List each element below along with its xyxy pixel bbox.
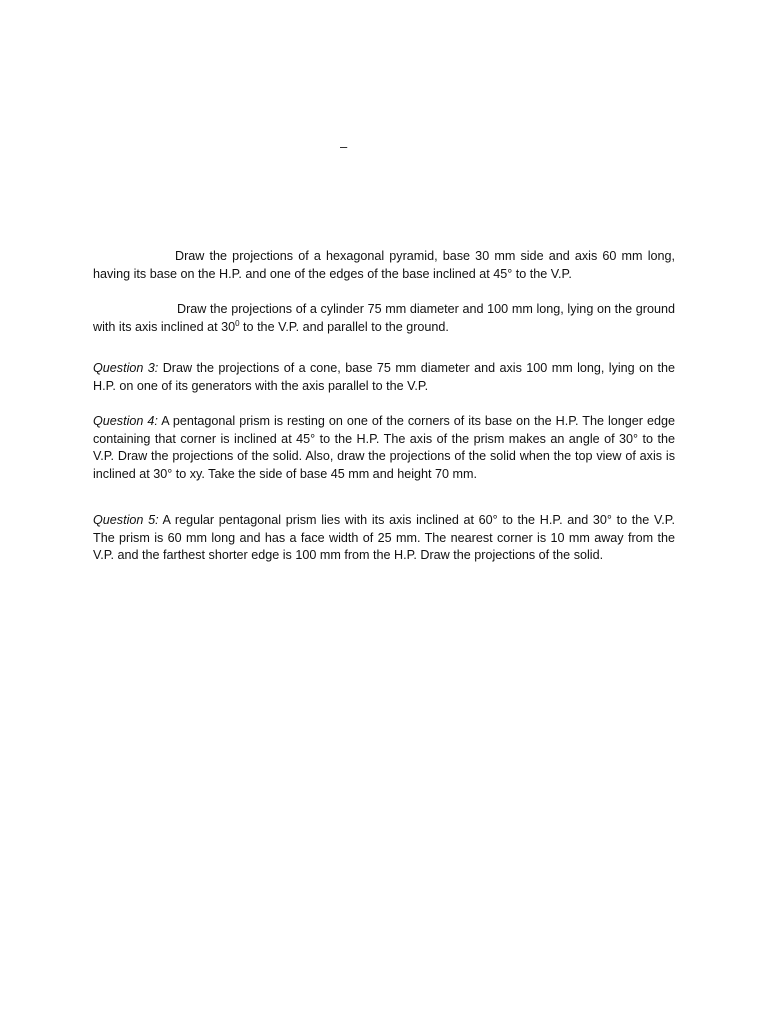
question-5 (93, 512, 675, 565)
question-4 (93, 413, 675, 483)
degree-superscript: 0 (235, 318, 240, 328)
question-5-text: A regular pentagonal prism lies with its axis inclined at 60° to the H.P. and 30° to the V.P. The prism is 60 mm long and has a face width of 25 mm. The nearest corner is 10 mm away from the V.P. and the farthest shorter edge is 100 mm from the H.P. Draw the projections of the solid. (93, 513, 675, 563)
question-2-text: Draw the projections of a cylinder 75 mm diameter and 100 mm long, lying on the ground with its axis inclined at 30 (93, 302, 675, 334)
question-1-text: Draw the projections of a hexagonal pyramid, base 30 mm side and axis 60 mm long, having its base on the H.P. and one of the edges of the base inclined at 45° to the V.P. (93, 249, 675, 281)
question-3-text: Draw the projections of a cone, base 75 mm diameter and axis 100 mm long, lying on the H.P. on one of its generators with the axis parallel to the V.P. (93, 361, 675, 393)
question-3 (93, 360, 675, 395)
question-4-label: Question 4: (93, 414, 158, 428)
question-2 (93, 301, 675, 336)
question-3-label: Question 3: (93, 361, 159, 375)
question-5-label: Question 5: (93, 513, 159, 527)
question-1 (93, 248, 675, 283)
header-dash: – (340, 139, 348, 154)
question-2-text-end: to the V.P. and parallel to the ground. (239, 319, 449, 334)
question-4-text: A pentagonal prism is resting on one of the corners of its base on the H.P. The longer edge containing that corner is inclined at 45° to the H.P. The axis of the prism makes an angle of 30° to the V.P. Draw the projections of the solid. Also, draw the projections of the solid when the top view of axis is inclined at 30° to xy. Take the side of base 45 mm and height 70 mm. (93, 414, 675, 481)
